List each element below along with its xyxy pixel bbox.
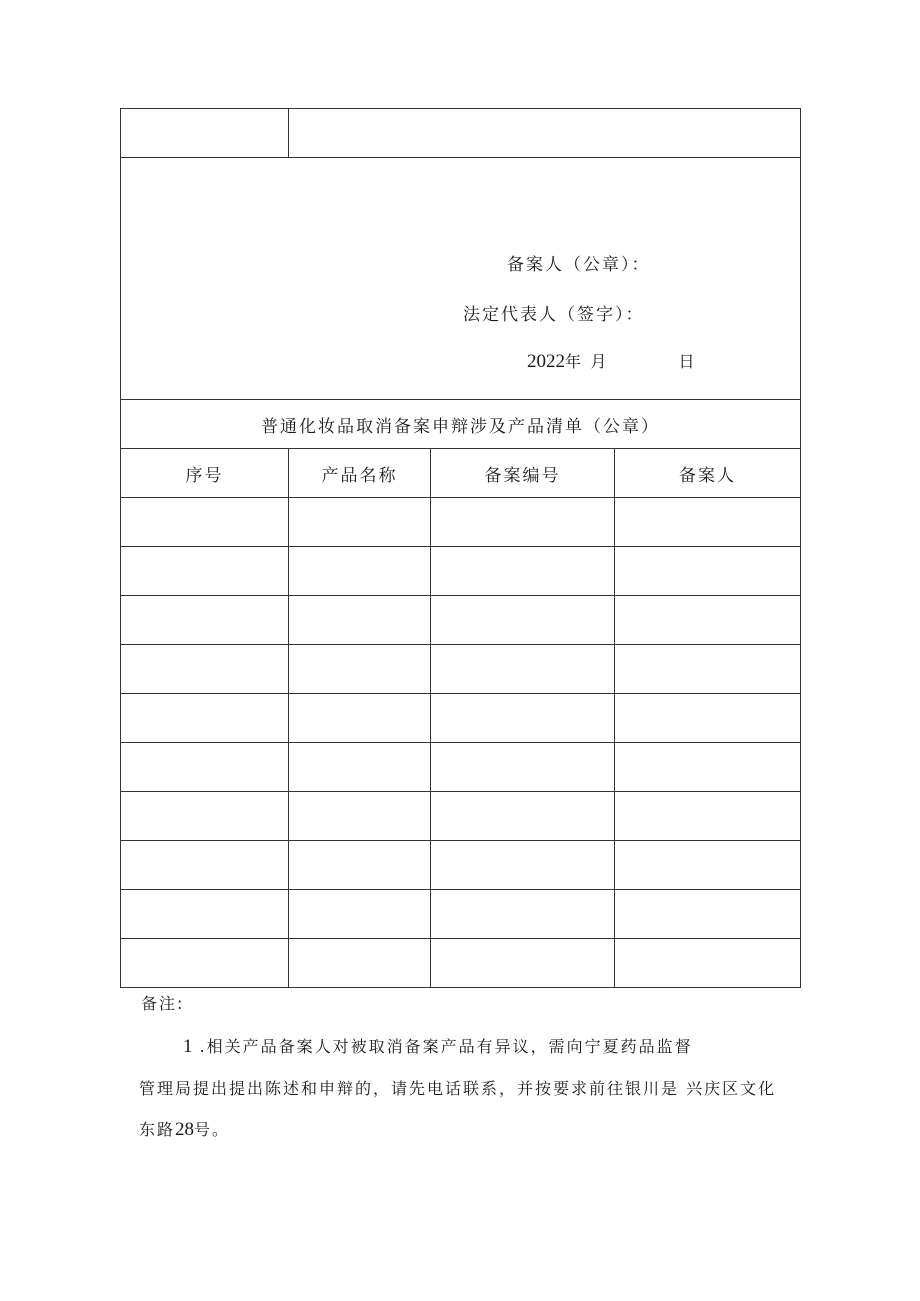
applicant-cell[interactable] <box>615 939 801 988</box>
note-address-number: 28 <box>175 1119 195 1140</box>
product-name-cell[interactable] <box>289 792 431 841</box>
applicant-cell[interactable] <box>615 694 801 743</box>
top-right-cell <box>289 109 801 158</box>
applicant-cell[interactable] <box>615 792 801 841</box>
product-name-cell[interactable] <box>289 743 431 792</box>
table-row <box>121 939 801 988</box>
note-address-street: 东路 <box>139 1120 176 1139</box>
date-year: 2022 <box>527 351 565 372</box>
product-name-cell[interactable] <box>289 841 431 890</box>
product-name-cell[interactable] <box>289 547 431 596</box>
applicant-cell[interactable] <box>615 498 801 547</box>
note-item-1-line-1 <box>183 1034 693 1058</box>
date-month: 月 <box>590 352 607 371</box>
filing-number-cell[interactable] <box>431 890 615 939</box>
table-row <box>121 841 801 890</box>
product-name-cell[interactable] <box>289 645 431 694</box>
table-row <box>121 498 801 547</box>
index-cell[interactable] <box>121 694 289 743</box>
notes-label: 备注: <box>141 994 185 1013</box>
filing-number-cell[interactable] <box>431 792 615 841</box>
table-row <box>121 547 801 596</box>
index-cell[interactable] <box>121 547 289 596</box>
product-name-cell[interactable] <box>289 890 431 939</box>
index-cell[interactable] <box>121 890 289 939</box>
filing-number-cell[interactable] <box>431 547 615 596</box>
filing-number-cell[interactable] <box>431 498 615 547</box>
note-item-1-line-2: 管理局提出提出陈述和申辩的，请先电话联系，并按要求前往银川是 兴庆区文化 <box>139 1079 777 1098</box>
column-header-applicant: 备案人 <box>615 449 801 498</box>
applicant-cell[interactable] <box>615 743 801 792</box>
table-row <box>121 890 801 939</box>
index-cell[interactable] <box>121 743 289 792</box>
table-row <box>121 743 801 792</box>
applicant-cell[interactable] <box>615 645 801 694</box>
note-address-suffix: 号。 <box>194 1120 231 1139</box>
applicant-cell[interactable] <box>615 841 801 890</box>
objection-form-table <box>120 108 801 988</box>
filing-number-cell[interactable] <box>431 596 615 645</box>
date-day: 日 <box>678 352 695 371</box>
product-name-cell[interactable] <box>289 596 431 645</box>
filing-number-cell[interactable] <box>431 743 615 792</box>
index-cell[interactable] <box>121 939 289 988</box>
note-item-1-line-3 <box>139 1117 230 1141</box>
table-row <box>121 645 801 694</box>
product-list-title: 普通化妆品取消备案申辩涉及产品清单（公章） <box>121 400 801 449</box>
table-row <box>121 792 801 841</box>
table-row <box>121 694 801 743</box>
filing-number-cell[interactable] <box>431 841 615 890</box>
index-cell[interactable] <box>121 792 289 841</box>
legal-representative-label: 法定代表人（签字）： <box>463 305 645 325</box>
product-name-cell[interactable] <box>289 694 431 743</box>
top-left-cell <box>121 109 289 158</box>
applicant-seal-label: 备案人（公章）： <box>507 255 651 275</box>
index-cell[interactable] <box>121 841 289 890</box>
note-item-1-number: 1 <box>183 1036 193 1057</box>
product-name-cell[interactable] <box>289 498 431 547</box>
table-row <box>121 596 801 645</box>
filing-number-cell[interactable] <box>431 694 615 743</box>
index-cell[interactable] <box>121 645 289 694</box>
index-cell[interactable] <box>121 498 289 547</box>
column-header-filing-number: 备案编号 <box>431 449 615 498</box>
date-year-unit: 年 <box>565 352 582 371</box>
applicant-cell[interactable] <box>615 547 801 596</box>
applicant-cell[interactable] <box>615 890 801 939</box>
applicant-cell[interactable] <box>615 596 801 645</box>
filing-number-cell[interactable] <box>431 939 615 988</box>
index-cell[interactable] <box>121 596 289 645</box>
signature-block <box>121 158 801 400</box>
filing-number-cell[interactable] <box>431 645 615 694</box>
note-item-1-text: .相关产品备案人对被取消备案产品有异议，需向宁夏药品监督 <box>199 1037 693 1056</box>
column-header-index: 序号 <box>121 449 289 498</box>
product-name-cell[interactable] <box>289 939 431 988</box>
date-line <box>527 349 695 373</box>
column-header-product-name: 产品名称 <box>289 449 431 498</box>
